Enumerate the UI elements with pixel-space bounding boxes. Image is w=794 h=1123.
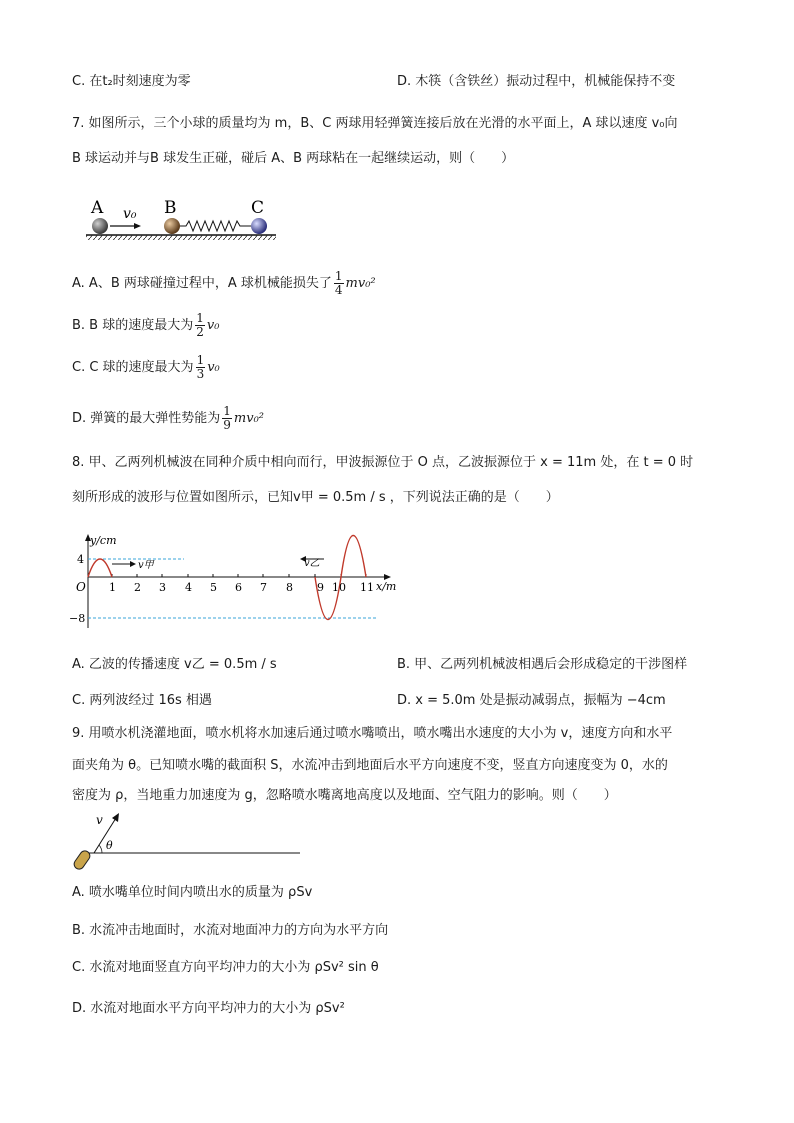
q8-option-d: D. x = 5.0m 处是振动减弱点，振幅为 −4cm <box>397 693 666 708</box>
q9-nozzle-figure <box>66 808 306 870</box>
q9-stem-line1: 9. 用喷水机浇灌地面，喷水机将水加速后通过喷水嘴喷出，喷水嘴出水速度的大小为 v，速度方向和水平 <box>72 726 673 741</box>
svg-text:2: 2 <box>134 581 141 594</box>
q8-option-a: A. 乙波的传播速度 v乙 = 0.5m / s <box>72 657 277 672</box>
q6-option-c: C. 在t₂时刻速度为零 <box>72 74 191 89</box>
svg-text:−8: −8 <box>69 612 86 625</box>
spring <box>180 221 251 231</box>
ball-b <box>164 218 180 234</box>
svg-text:A: A <box>91 198 104 218</box>
q9-option-b: B. 水流冲击地面时，水流对地面冲力的方向为水平方向 <box>72 923 389 938</box>
q9-stem-line3: 密度为 ρ，当地重力加速度为 g，忽略喷水嘴离地高度以及地面、空气阻力的影响。则（ ） <box>72 788 617 803</box>
wave-jia <box>88 559 112 577</box>
q6-option-d: D. 木筷（含铁丝）振动过程中，机械能保持不变 <box>397 74 676 89</box>
svg-text:4: 4 <box>77 553 84 566</box>
q7-stem-line1: 7. 如图所示，三个小球的质量均为 m，B、C 两球用轻弹簧连接后放在光滑的水平面上，A 球以速度 v₀向 <box>72 116 678 131</box>
q7-option-a: A. A、B 两球碰撞过程中，A 球机械能损失了 $\frac{1}{4}$ mv₀² <box>72 269 376 297</box>
q8-stem-line2: 刻所形成的波形与位置如图所示，已知v甲 = 0.5m / s ，下列说法正确的是（ ） <box>72 490 559 505</box>
svg-text:C: C <box>251 198 265 218</box>
q9-option-a: A. 喷水嘴单位时间内喷出水的质量为 ρSv <box>72 885 313 900</box>
q7-option-d: D. 弹簧的最大弹性势能为 $\frac{1}{9}$ mv₀² <box>72 404 265 432</box>
svg-text:11: 11 <box>360 581 374 594</box>
q9-option-c: C. 水流对地面竖直方向平均冲力的大小为 ρSv² sin θ <box>72 960 379 975</box>
q7-option-b: B. B 球的速度最大为 $\frac{1}{2}$ v₀ <box>72 311 220 339</box>
svg-text:y/cm: y/cm <box>90 534 117 547</box>
svg-text:7: 7 <box>260 581 267 594</box>
svg-text:6: 6 <box>235 581 242 594</box>
svg-text:v乙: v乙 <box>304 558 320 569</box>
q9-stem-line2: 面夹角为 θ。已知喷水嘴的截面积 S，水流冲击到地面后水平方向速度不变，竖直方向速度变为 0，水的 <box>72 758 668 773</box>
q7-figure <box>80 196 280 246</box>
svg-text:O: O <box>76 580 86 594</box>
svg-text:1: 1 <box>109 581 116 594</box>
ball-a <box>92 218 108 234</box>
svg-text:x/m: x/m <box>376 580 397 593</box>
q7-stem-line2: B 球运动并与B 球发生正碰，碰后 A、B 两球粘在一起继续运动，则（ ） <box>72 151 515 166</box>
q8-option-b: B. 甲、乙两列机械波相遇后会形成稳定的干涉图样 <box>397 657 688 672</box>
ball-c <box>251 218 267 234</box>
nozzle <box>72 849 92 870</box>
q8-wave-figure <box>68 532 408 632</box>
q9-option-d: D. 水流对地面水平方向平均冲力的大小为 ρSv² <box>72 1001 345 1016</box>
svg-text:B: B <box>164 198 177 218</box>
svg-text:5: 5 <box>210 581 217 594</box>
q8-option-c: C. 两列波经过 16s 相遇 <box>72 693 212 708</box>
svg-text:4: 4 <box>185 581 192 594</box>
svg-text:8: 8 <box>286 581 293 594</box>
svg-text:3: 3 <box>159 581 166 594</box>
svg-text:v甲: v甲 <box>138 560 154 571</box>
q8-stem-line1: 8. 甲、乙两列机械波在同种介质中相向而行，甲波振源位于 O 点，乙波振源位于 x = 11m 处，在 t = 0 时 <box>72 455 694 470</box>
svg-text:θ: θ <box>106 839 113 852</box>
svg-text:10: 10 <box>332 581 346 594</box>
svg-text:v₀: v₀ <box>123 206 137 222</box>
q7-option-c: C. C 球的速度最大为 $\frac{1}{3}$ v₀ <box>72 353 220 381</box>
svg-text:v: v <box>96 813 103 827</box>
svg-text:9: 9 <box>317 581 324 594</box>
